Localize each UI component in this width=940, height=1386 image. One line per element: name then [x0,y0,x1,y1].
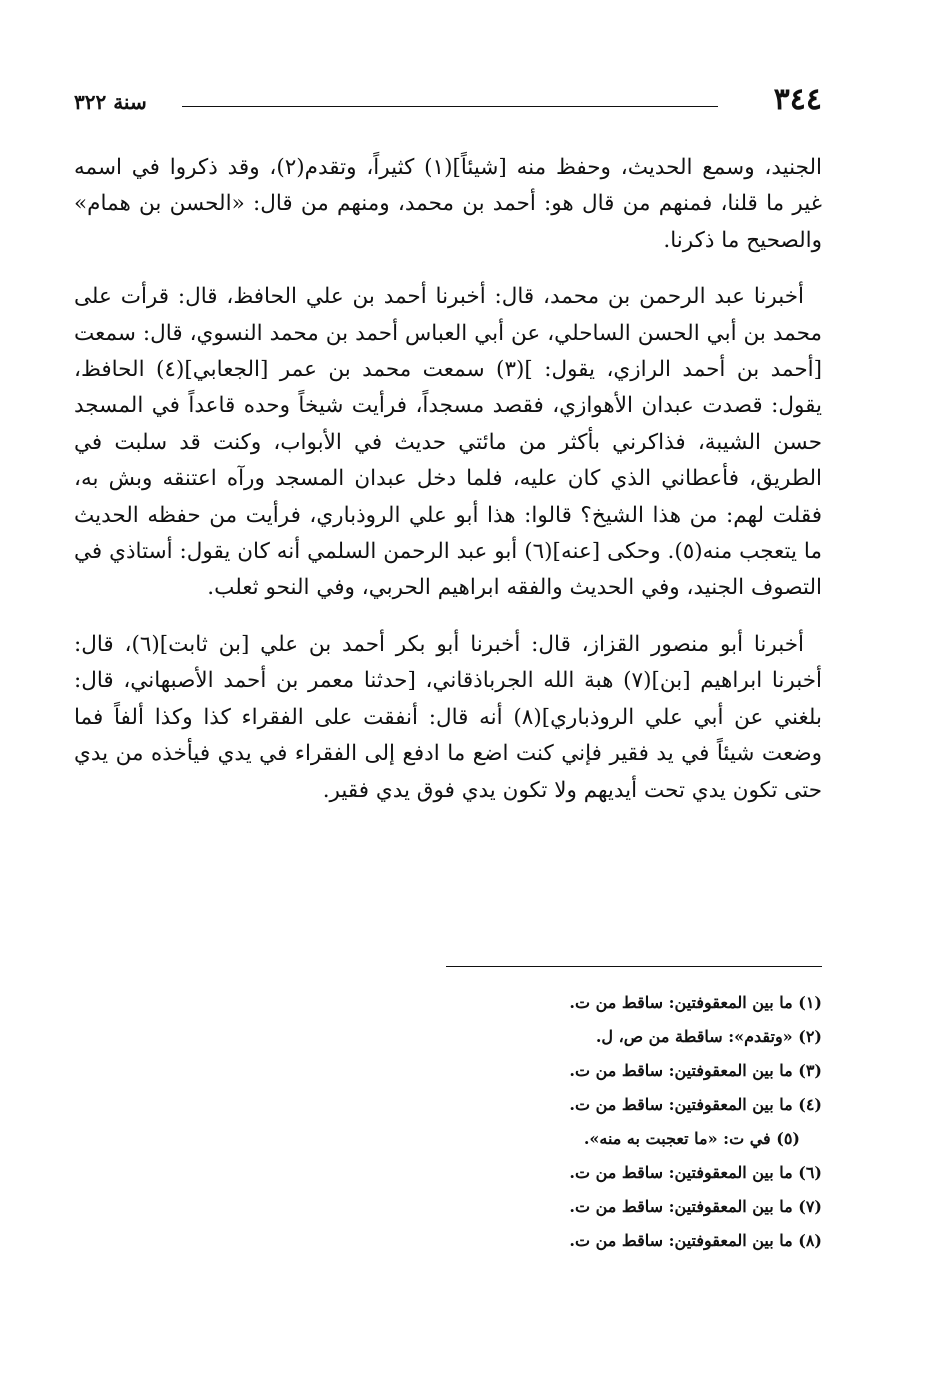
paragraph-1: الجنيد، وسمع الحديث، وحفظ منه [شيئاً](١) كثيراً، وتقدم(٢)، وقد ذكروا في اسمه غير ما قلنا، فمنهم من قال هو: أحمد بن محمد، ومنهم من قال: «الحسن بن همام» والصحيح ما ذكرنا. [74,155,822,253]
footnote-1: (١) ما بين المعقوفتين: ساقط من ت. [569,993,822,1012]
running-head: سنة ٣٢٢ [74,90,147,114]
header-rule [182,106,718,107]
footnote-8: (٨) ما بين المعقوفتين: ساقط من ت. [569,1231,822,1250]
page-number: ٣٤٤ [773,82,822,117]
footnotes [222,986,822,1258]
footnote-separator [446,966,822,967]
footnote-3: (٣) ما بين المعقوفتين: ساقط من ت. [569,1061,822,1080]
footnote-7: (٧) ما بين المعقوفتين: ساقط من ت. [569,1197,822,1216]
footnote-6: (٦) ما بين المعقوفتين: ساقط من ت. [569,1163,822,1182]
footnote-5: (٥) في ت: «ما تعجبت به منه». [583,1129,800,1148]
footnote-4: (٤) ما بين المعقوفتين: ساقط من ت. [569,1095,822,1114]
main-text [74,150,822,829]
page-header [74,78,822,122]
paragraph-3: أخبرنا أبو منصور القزاز، قال: أخبرنا أبو بكر أحمد بن علي [بن ثابت](٦)، قال: أخبرنا ابراهيم [بن](٧) هبة الله الجرباذقاني، [حدثنا معمر بن أحمد الأصبهاني، قال: بلغني عن أبي علي الروذباري](٨) أنه قال: أنفقت على الفقراء كذا وكذا ألفاً فما وضعت شيئاً في يد فقير فإني كنت اضع ما ادفع إلى الفقراء في يدي فيأخذه من يدي حتى تكون يدي تحت أيديهم ولا تكون يدي فوق يدي فقير. [74,631,823,803]
footnote-2: (٢) «وتقدم»: ساقطة من ص، ل. [595,1027,822,1046]
paragraph-2: أخبرنا عبد الرحمن بن محمد، قال: أخبرنا أحمد بن علي الحافظ، قال: قرأت على محمد بن أبي الحسن الساحلي، عن أبي العباس أحمد بن محمد النسوي، قال: سمعت [أحمد بن أحمد الرازي، يقول: ](٣) سمعت محمد بن عمر [الجعابي](٤) الحافظ، يقول: قصدت عبدان الأهوازي، فقصد مسجداً، فرأيت شيخاً وحده قاعداً في المسجد حسن الشيبة، فذاكرني بأكثر من مائتي حديث في الأبواب، وكنت قد سلبت في الطريق، فأعطاني الذي كان عليه، فلما دخل عبدان المسجد ورآه اعتنقه وبش به، فقلت لهم: من هذا الشيخ؟ قالوا: هذا أبو علي الروذباري، فرأيت من حفظه الحديث ما يتعجب منه(٥). وحكى [عنه](٦) أبو عبد الرحمن السلمي أنه كان يقول: أستاذي في التصوف الجنيد، وفي الحديث والفقه ابراهيم الحربي، وفي النحو ثعلب. [74,284,822,601]
